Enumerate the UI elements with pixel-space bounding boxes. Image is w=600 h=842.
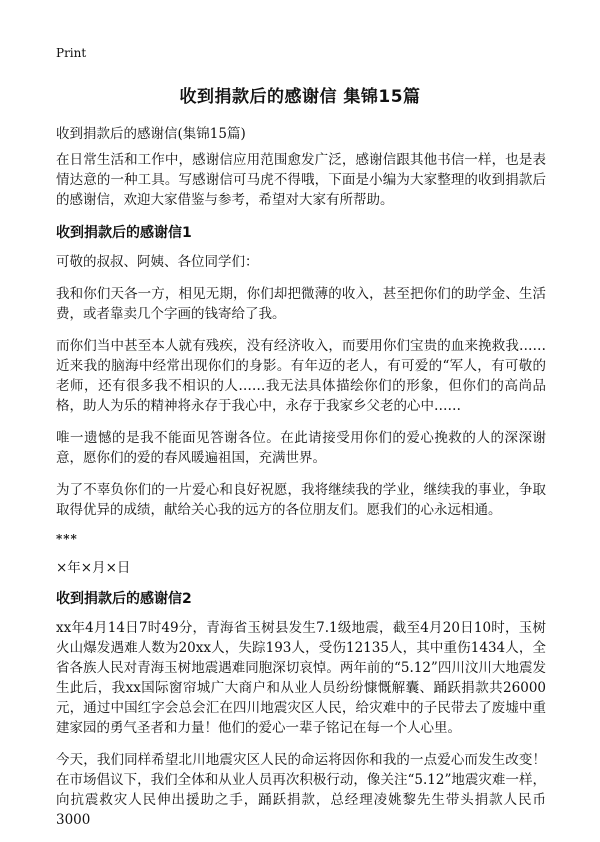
letter1-date: ×年×月×日: [56, 560, 131, 576]
print-label[interactable]: Print: [56, 46, 87, 60]
letter1-heading: 收到捐款后的感谢信1: [56, 225, 192, 241]
letter2-paragraph-1: xx年4月14日7时49分，青海省玉树县发生7.1级地震，截至4月20日10时，玉树火山爆发遇难人数为20xx人，失踪193人，受伤12135人，其中重伤1434人，全省各族人民对青海玉树地震遇难同胞深切哀悼。两年前的“5.12”四川汶川大地震发生此后，我xx国际窗帘城广大商户和从业人员纷纷慷慨解囊、踊跃捐款共26000元，通过中国红字会总会汇在四川地震灾区人民，给灾难中的子民带去了废墟中重建家园的勇气圣者和力量！他们的爱心一辈子铭记在每一个人心里。: [56, 620, 546, 736]
letter2-paragraph-2: 今天，我们同样希望北川地震灾区人民的命运将因你和我的一点爱心而发生改变！在市场倡议下，我们全体和从业人员再次积极行动，像关注“5.12”地震灾难一样，向抗震救灾人民伸出援助之手，踊跃捐款，总经理凌姚黎先生带头捐款人民币3000: [56, 752, 546, 828]
letter1-greeting: 可敬的叔叔、阿姨、各位同学们：: [56, 254, 259, 270]
page-subtitle: 收到捐款后的感谢信(集锦15篇): [56, 126, 246, 142]
separator: ***: [56, 532, 78, 546]
intro-paragraph: 在日常生活和工作中，感谢信应用范围愈发广泛，感谢信跟其他书信一样，也是表情达意的一种工具。写感谢信可马虎不得哦，下面是小编为大家整理的收到捐款后的感谢信，欢迎大家借鉴与参考，希望对大家有所帮助。: [56, 152, 546, 208]
letter1-paragraph-2: 而你们当中甚至本人就有残疾，没有经济收入，而要用你们宝贵的血来挽救我……近来我的脑海中经常出现你们的身影。有年迈的老人，有可爱的“军人，有可敬的老师，还有很多我不相识的人……我无法具体描绘你们的形象，但你们的高尚品格，助人为乐的精神将永存于我心中，永存于我家乡父老的心中……: [56, 338, 546, 414]
document-body: [56, 150, 546, 842]
letter2-heading: 收到捐款后的感谢信2: [56, 591, 192, 607]
letter1-paragraph-1: 我和你们天各一方，相见无期，你们却把微薄的收入，甚至把你们的助学金、生活费，或者靠卖几个字画的钱寄给了我。: [56, 286, 546, 322]
page-title: 收到捐款后的感谢信 集锦15篇: [179, 87, 421, 107]
letter1-paragraph-4: 为了不辜负你们的一片爱心和良好祝愿，我将继续我的学业，继续我的事业，争取取得优异的成绩，献给关心我的远方的各位朋友们。愿我们的心永远相通。: [56, 482, 546, 518]
letter1-paragraph-3: 唯一遗憾的是我不能面见答谢各位。在此请接受用你们的爱心挽救的人的深深谢意，愿你们的爱的春风暖遍祖国，充满世界。: [56, 430, 546, 466]
